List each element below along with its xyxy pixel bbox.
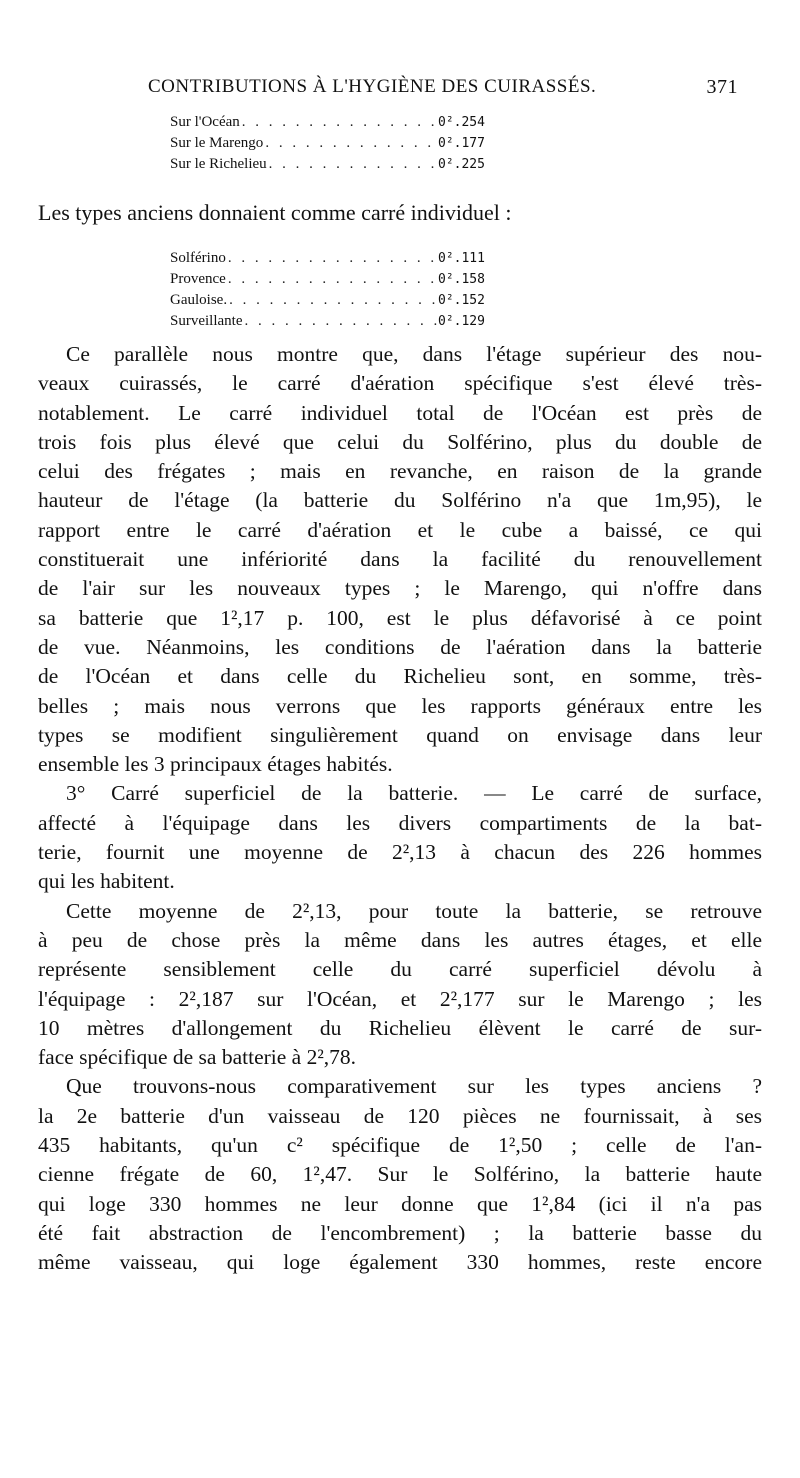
text-line: qui les habitent. [38, 869, 175, 894]
text-line: été fait abstraction de l'encombrement) ; la batterie basse du [38, 1220, 762, 1245]
text-line: de l'Océan et dans celle du Richelieu sont, en somme, très- [38, 664, 762, 689]
text-line: à peu de chose près la même dans les autres étages, et elle [38, 927, 762, 952]
text-line: représente sensiblement celle du carré superficiel dévolu à [38, 957, 762, 982]
text-line: de l'air sur les nouveaux types ; le Marengo, qui n'offre dans [38, 576, 762, 601]
text-line: celui des frégates ; mais en revanche, en raison de la grande [38, 459, 762, 484]
text-line: terie, fournit une moyenne de 2²,13 à chacun des 226 hommes [38, 840, 762, 865]
intro-line: Les types anciens donnaient comme carré individuel : [38, 200, 512, 225]
text-line: Que trouvons-nous comparativement sur les types anciens ? [66, 1074, 762, 1099]
text-line: 435 habitants, qu'un c² spécifique de 1²,50 ; celle de l'an- [38, 1133, 762, 1158]
table-row: Gauloise. . . . 0².152 [170, 290, 490, 311]
modern-ships-table [170, 112, 490, 175]
text-line: types se modifient singulièrement quand on envisage dans leur [38, 722, 762, 747]
table-row: Solférino . . . 0².111 [170, 248, 490, 269]
text-line: cienne frégate de 60, 1²,47. Sur le Solférino, la batterie haute [38, 1162, 762, 1187]
text-line: ensemble les 3 principaux étages habités. [38, 752, 393, 777]
running-header [148, 76, 738, 106]
text-line: notablement. Le carré individuel total de l'Océan est près de [38, 400, 762, 425]
text-line: affecté à l'équipage dans les divers compartiments de la bat- [38, 810, 762, 835]
text-line: hauteur de l'étage (la batterie du Solférino n'a que 1m,95), le [38, 488, 762, 513]
table-row: Sur l'Océan . . . 0².254 [170, 112, 490, 133]
body-text [38, 340, 762, 1278]
text-line: Cette moyenne de 2²,13, pour toute la batterie, se retrouve [66, 898, 762, 923]
text-line: sa batterie que 1²,17 p. 100, est le plus défavorisé à ce point [38, 605, 762, 630]
table-row: Surveillante . . . 0².129 [170, 311, 490, 332]
old-ships-table [170, 248, 490, 332]
text-line: de vue. Néanmoins, les conditions de l'aération dans la batterie [38, 634, 762, 659]
table-row: Sur le Marengo . . . 0².177 [170, 133, 490, 154]
text-line: la 2e batterie d'un vaisseau de 120 pièces ne fournissait, à ses [38, 1103, 762, 1128]
text-line: même vaisseau, qui loge également 330 hommes, reste encore [38, 1250, 762, 1275]
text-line: belles ; mais nous verrons que les rapports généraux entre les [38, 693, 762, 718]
running-title: CONTRIBUTIONS À L'HYGIÈNE DES CUIRASSÉS. [148, 76, 597, 97]
text-line: 10 mètres d'allongement du Richelieu élèvent le carré de sur- [38, 1015, 762, 1040]
text-line: l'équipage : 2²,187 sur l'Océan, et 2²,177 sur le Marengo ; les [38, 986, 762, 1011]
page-number: 371 [706, 76, 738, 98]
text-line: face spécifique de sa batterie à 2²,78. [38, 1045, 357, 1070]
text-line: qui loge 330 hommes ne leur donne que 1²,84 (ici il n'a pas [38, 1191, 762, 1216]
text-line: trois fois plus élevé que celui du Solférino, plus du double de [38, 429, 762, 454]
table-row: Sur le Richelieu . . . 0².225 [170, 154, 490, 175]
text-line: Ce parallèle nous montre que, dans l'étage supérieur des nou- [66, 342, 762, 366]
text-line: rapport entre le carré d'aération et le cube a baissé, ce qui [38, 517, 762, 542]
section-heading-line: 3° Carré superficiel de la batterie. — Le carré de surface, [66, 781, 762, 806]
text-line: constituerait une infériorité dans la facilité du renouvellement [38, 547, 762, 572]
table-row: Provence . . . 0².158 [170, 269, 490, 290]
text-line: veaux cuirassés, le carré d'aération spécifique s'est élevé très- [38, 371, 762, 396]
